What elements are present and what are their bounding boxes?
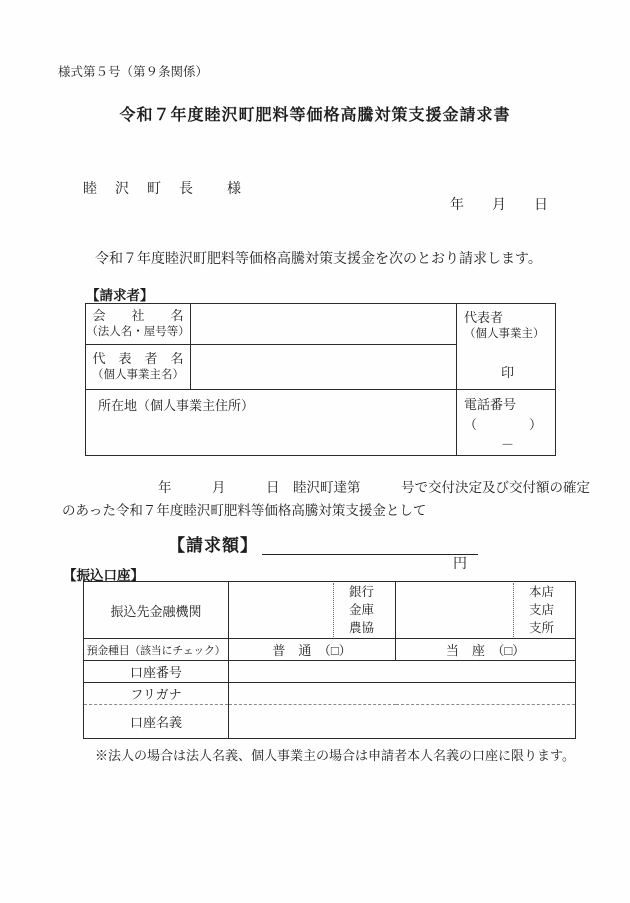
representative-name-input[interactable] [191, 344, 457, 389]
representative-title-sublabel: （個人事業主） [464, 328, 545, 340]
furigana-input[interactable] [229, 683, 576, 705]
branch-type-shisho[interactable]: 支所 [528, 621, 554, 635]
claimant-table [85, 303, 556, 456]
seal-placeholder[interactable]: 印 [500, 365, 514, 380]
form-number-label: 様式第５号（第９条関係） [58, 65, 209, 79]
institution-type-bank[interactable]: 銀行 [348, 585, 374, 599]
grant-decision-line1: 年 月 日 睦沢町達第 号で交付決定及び交付額の確定 [158, 480, 590, 495]
representative-seal-cell [457, 304, 556, 390]
institution-type-shinkin[interactable]: 金庫 [348, 603, 374, 617]
branch-name-cell [396, 582, 576, 639]
branch-type-shiten[interactable]: 支店 [528, 603, 554, 617]
branch-name-input[interactable] [396, 583, 513, 637]
claim-amount-input[interactable] [262, 536, 478, 572]
account-type-label: 預金種目（該当にチェック） [84, 639, 229, 661]
bank-account-table [83, 581, 576, 739]
bank-section-heading: 【振込口座】 [63, 568, 144, 583]
document-title: 令和７年度睦沢町肥料等価格高騰対策支援金請求書 [119, 107, 511, 124]
address-input-cell[interactable] [86, 390, 457, 456]
account-type-current-option[interactable]: 当 座 （□） [396, 639, 576, 661]
institution-name-cell [229, 582, 396, 639]
phone-input-cell[interactable] [457, 390, 556, 456]
phone-area-code-parens: （ ） [464, 417, 543, 432]
phone-number-dash: － [500, 437, 514, 452]
account-name-input[interactable] [229, 705, 576, 739]
institution-type-ja[interactable]: 農協 [348, 621, 374, 635]
account-number-label: 口座番号 [84, 661, 229, 683]
company-name-input[interactable] [191, 304, 457, 345]
grant-decision-line2: のあった令和７年度睦沢町肥料等価格高騰対策支援金として [62, 503, 427, 518]
claimant-section-heading: 【請求者】 [86, 288, 154, 303]
institution-name-input[interactable] [229, 583, 333, 637]
account-note: ※法人の場合は法人名義、個人事業主の場合は申請者本人名義の口座に限ります。 [95, 748, 575, 763]
account-number-input[interactable] [229, 661, 576, 683]
date-line: 年 月 日 [450, 198, 548, 213]
intro-sentence: 令和７年度睦沢町肥料等価格高騰対策支援金を次のとおり請求します。 [95, 252, 542, 267]
furigana-label: フリガナ [84, 683, 229, 705]
account-name-label: 口座名義 [84, 705, 229, 739]
claim-amount-heading: 【請求額】 [168, 536, 258, 555]
company-name-label: 会 社 名 （法人名・屋号等） [86, 304, 191, 345]
address-label: 所在地（個人事業主住所） [98, 398, 255, 413]
account-type-ordinary-option[interactable]: 普 通 （□） [229, 639, 396, 661]
addressee-line: 睦 沢 町 長 様 [83, 182, 243, 197]
phone-label: 電話番号 [464, 397, 517, 412]
branch-type-honten[interactable]: 本店 [528, 585, 554, 599]
institution-label: 振込先金融機関 [84, 582, 229, 639]
representative-name-label: 代 表 者 名 （個人事業主名） [86, 344, 191, 389]
representative-title-label: 代表者 [464, 310, 504, 325]
yen-unit-label: 円 [453, 557, 467, 572]
